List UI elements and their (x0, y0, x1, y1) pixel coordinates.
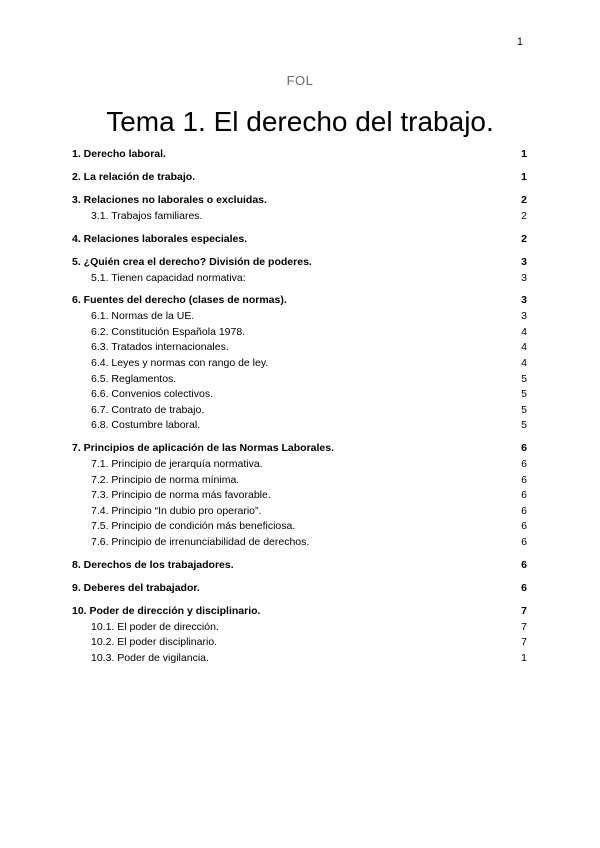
toc-entry[interactable] (72, 254, 527, 271)
toc-subentry[interactable] (72, 651, 527, 667)
toc-subentry-page: 5 (521, 372, 527, 385)
toc-subentry-page: 4 (521, 356, 527, 369)
toc-subentry[interactable] (72, 340, 527, 356)
toc-entry-page: 1 (521, 171, 527, 183)
toc-entry-label: 9. Deberes del trabajador. (72, 581, 200, 594)
toc-entry[interactable] (72, 603, 527, 620)
toc-subentry-label: 10.3. Poder de vigilancia. (91, 651, 209, 664)
toc-entry-label: 6. Fuentes del derecho (clases de normas). (72, 294, 287, 307)
toc-section (72, 580, 527, 597)
toc-subentry-page: 4 (521, 341, 527, 354)
toc-subentry[interactable] (72, 457, 527, 473)
toc-subentry[interactable] (72, 635, 527, 651)
toc-entry-page: 7 (521, 604, 527, 617)
toc-subentry[interactable] (72, 325, 527, 341)
toc-subentry-label: 7.5. Principio de condición más beneficiosa. (91, 520, 296, 533)
toc-section (72, 603, 527, 667)
toc-subentry-page: 6 (521, 535, 527, 548)
toc-subentry-label: 6.4. Leyes y normas con rango de ley. (91, 356, 269, 369)
toc-subentry-page: 6 (521, 489, 527, 502)
toc-entry-page: 1 (521, 148, 527, 160)
toc-subentry-label: 10.1. El poder de dirección. (91, 620, 219, 633)
toc-entry[interactable] (72, 169, 527, 186)
toc-subentry-page: 6 (521, 473, 527, 486)
toc-subentry[interactable] (72, 387, 527, 403)
toc-subentry-label: 6.2. Constitución Española 1978. (91, 325, 246, 338)
toc-subentry-page: 5 (521, 419, 527, 432)
toc-subentry[interactable] (72, 535, 527, 551)
toc-subentry-label: 7.1. Principio de jerarquía normativa. (91, 457, 263, 470)
toc-subentry-page: 4 (521, 325, 527, 338)
toc-section (72, 169, 527, 186)
toc-subentry-label: 6.7. Contrato de trabajo. (91, 403, 205, 416)
toc-entry-label: 4. Relaciones laborales especiales. (72, 232, 248, 245)
toc-subentry-label: 6.3. Tratados internacionales. (91, 341, 229, 354)
document-header: FOL (286, 73, 314, 88)
toc-entry[interactable] (72, 192, 527, 209)
toc-subentry-label: 7.6. Principio de irrenunciabilidad de derechos. (91, 535, 310, 548)
toc-subentry-page: 6 (521, 520, 527, 533)
toc-section (72, 146, 527, 163)
toc-entry[interactable] (72, 557, 527, 574)
toc-section (72, 231, 527, 248)
toc-entry[interactable] (72, 231, 527, 248)
toc-subentry-label: 7.3. Principio de norma más favorable. (91, 489, 271, 502)
toc-subentry[interactable] (72, 309, 527, 325)
page-title: Tema 1. El derecho del trabajo. (106, 106, 494, 137)
toc-entry-page: 2 (521, 232, 527, 245)
toc-entry[interactable] (72, 440, 527, 457)
toc-subentry-label: 6.1. Normas de la UE. (91, 310, 195, 323)
toc-subentry[interactable] (72, 372, 527, 388)
toc-subentry[interactable] (72, 271, 527, 287)
toc-entry-page: 6 (521, 558, 527, 571)
toc-subentry-page: 3 (521, 310, 527, 323)
toc-entry-label: 2. La relación de trabajo. (72, 171, 196, 183)
toc-subentry-label: 3.1. Trabajos familiares. (91, 210, 203, 222)
toc-section (72, 292, 527, 434)
toc-entry[interactable] (72, 580, 527, 597)
toc-subentry-page: 5 (521, 403, 527, 416)
toc-subentry[interactable] (72, 504, 527, 520)
toc-entry-page: 2 (521, 194, 527, 206)
toc-subentry-page: 7 (521, 636, 527, 649)
toc-entry-page: 3 (521, 294, 527, 307)
toc-entry[interactable] (72, 146, 527, 163)
toc-section (72, 254, 527, 287)
toc-section (72, 440, 527, 551)
toc-subentry[interactable] (72, 209, 527, 225)
table-of-contents (72, 146, 527, 666)
toc-entry-label: 5. ¿Quién crea el derecho? División de poderes. (72, 255, 312, 268)
toc-subentry[interactable] (72, 519, 527, 535)
toc-subentry-label: 5.1. Tienen capacidad normativa: (91, 271, 246, 284)
toc-subentry-label: 7.2. Principio de norma mínima. (91, 473, 240, 486)
toc-entry-page: 3 (521, 255, 527, 268)
toc-subentry[interactable] (72, 356, 527, 372)
toc-entry-label: 1. Derecho laboral. (72, 148, 166, 160)
toc-subentry-label: 7.4. Principio “In dubio pro operario”. (91, 504, 262, 517)
toc-entry-page: 6 (521, 581, 527, 594)
toc-section (72, 192, 527, 225)
toc-entry[interactable] (72, 292, 527, 309)
toc-section (72, 557, 527, 574)
toc-subentry-label: 6.5. Reglamentos. (91, 372, 177, 385)
toc-subentry-page: 6 (521, 457, 527, 470)
toc-subentry-label: 10.2. El poder disciplinario. (91, 636, 218, 649)
toc-subentry-page: 6 (521, 504, 527, 517)
toc-subentry[interactable] (72, 620, 527, 636)
toc-entry-label: 7. Principios de aplicación de las Normas Laborales. (72, 441, 335, 454)
toc-entry-page: 6 (521, 441, 527, 454)
toc-subentry-page: 2 (521, 210, 527, 222)
toc-entry-label: 10. Poder de dirección y disciplinario. (72, 604, 261, 617)
toc-subentry-page: 1 (521, 651, 527, 664)
toc-subentry-label: 6.6. Convenios colectivos. (91, 388, 213, 401)
toc-subentry[interactable] (72, 418, 527, 434)
toc-subentry[interactable] (72, 403, 527, 419)
toc-subentry-label: 6.8. Costumbre laboral. (91, 419, 201, 432)
page-number: 1 (516, 36, 523, 48)
toc-subentry-page: 7 (521, 620, 527, 633)
toc-subentry-page: 3 (521, 271, 527, 284)
toc-subentry[interactable] (72, 473, 527, 489)
toc-entry-label: 3. Relaciones no laborales o excluidas. (72, 194, 267, 206)
toc-subentry-page: 5 (521, 388, 527, 401)
toc-subentry[interactable] (72, 488, 527, 504)
toc-entry-label: 8. Derechos de los trabajadores. (72, 558, 234, 571)
